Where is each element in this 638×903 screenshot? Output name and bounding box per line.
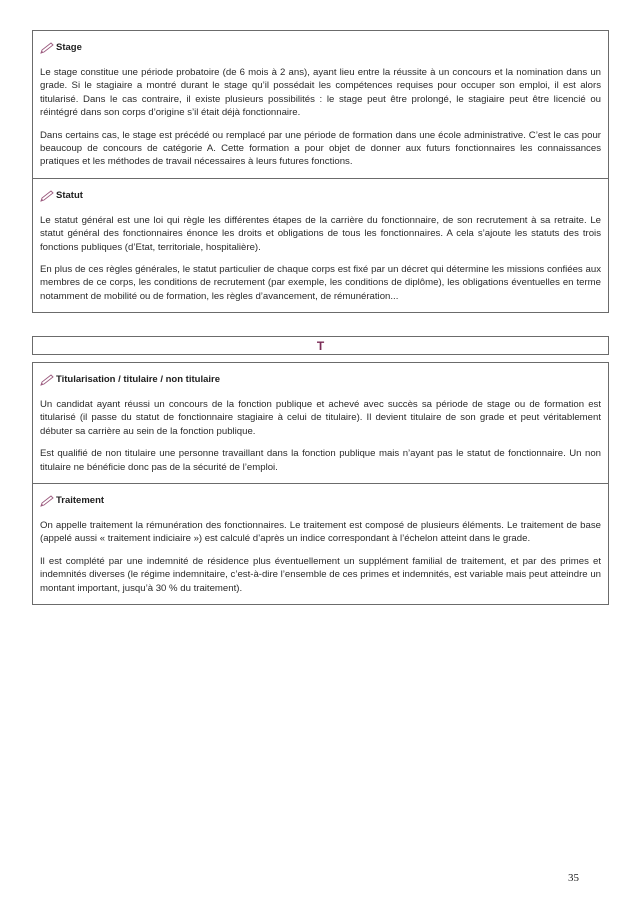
entry-paragraph: Le stage constitue une période probatoire (de 6 mois à 2 ans), ayant lieu entre la réussite à un concours et la nomination dans un grade. Si le stagiaire a montré durant le stage qu’il possédait les compétences requises pour occuper son emploi, il est alors titularisé. Dans le cas contraire, il existe plusieurs possibilités : le stage peut être prolongé, le stagiaire peut être licencié ou réintégré dans son corps d’origine s’il était déjà fonctionnaire.: [40, 67, 601, 119]
page-number: 35: [568, 872, 579, 884]
pen-icon: [40, 42, 54, 54]
letter-divider-label: T: [316, 338, 325, 353]
entry-heading: [40, 190, 601, 202]
entry-paragraph: Il est complété par une indemnité de résidence plus éventuellement un supplément familial de traitement, et par des primes et indemnités diverses (le régime indemnitaire, c’est-à-dire l’ensemble de ces primes et indemnités, est variable mais peut atteindre un montant important, jusqu’à 30 % du traitement).: [40, 555, 601, 594]
glossary-block-bottom: [32, 362, 609, 605]
entry-paragraph: Est qualifié de non titulaire une personne travaillant dans la fonction publique mais n’ayant pas le statut de fonctionnaire. Un non titulaire ne bénéficie donc pas de la sécurité de l’emploi.: [40, 448, 601, 473]
pen-icon: [40, 495, 54, 507]
entry-title: Statut: [56, 189, 83, 201]
entry-heading: [40, 42, 601, 54]
pen-icon: [40, 190, 54, 202]
entry-heading: [40, 495, 601, 507]
entry-heading: [40, 374, 601, 386]
entry-title: Titularisation / titulaire / non titulaire: [56, 374, 220, 385]
entry-paragraph: Dans certains cas, le stage est précédé ou remplacé par une période de formation dans une école administrative. C’est le cas pour beaucoup de concours de catégorie A. Cette formation a pour objet de donner aux futurs fonctionnaires les connaissances pratiques et les méthodes de travail nécessaires à leurs futures fonctions.: [40, 129, 601, 168]
entry-paragraph: Un candidat ayant réussi un concours de la fonction publique et achevé avec succès sa période de stage ou de formation est titularisé (il passe du statut de fonctionnaire stagiaire à celui de titulaire). Il devient titulaire de son grade et peut véritablement débuter sa carrière au sein de la fonction publique.: [40, 399, 601, 437]
glossary-entry-statut: [33, 178, 608, 312]
glossary-entry-stage: [33, 31, 608, 178]
glossary-block-top: [32, 30, 609, 313]
entry-paragraph: On appelle traitement la rémunération des fonctionnaires. Le traitement est composé de plusieurs éléments. Le traitement de base (appelé aussi « traitement indiciaire ») est calculé d’après un indice correspondant à l’échelon atteint dans le grade.: [40, 520, 601, 545]
pen-icon: [40, 374, 54, 386]
entry-paragraph: Le statut général est une loi qui règle les différentes étapes de la carrière du fonctionnaire, de son recrutement à sa retraite. Le statut général des fonctionnaires énonce les droits et obligations de tous les fonctionnaires. A cela s’ajoute les statuts des trois fonctions publiques (d’Etat, territoriale, hospitalière).: [40, 214, 601, 253]
letter-divider: [32, 336, 609, 355]
entry-paragraph: En plus de ces règles générales, le statut particulier de chaque corps est fixé par un décret qui détermine les missions confiées aux membres de ce corps, les conditions de recrutement (par exemple, les conditions de diplôme), les obligations éventuelles en terme notamment de mobilité ou de formation, les règles d’avancement, de rémunération...: [40, 264, 601, 302]
glossary-entry-titularisation: [33, 363, 608, 483]
entry-title: Traitement: [56, 495, 105, 507]
entry-title: Stage: [56, 42, 82, 53]
glossary-entry-traitement: [33, 483, 608, 604]
